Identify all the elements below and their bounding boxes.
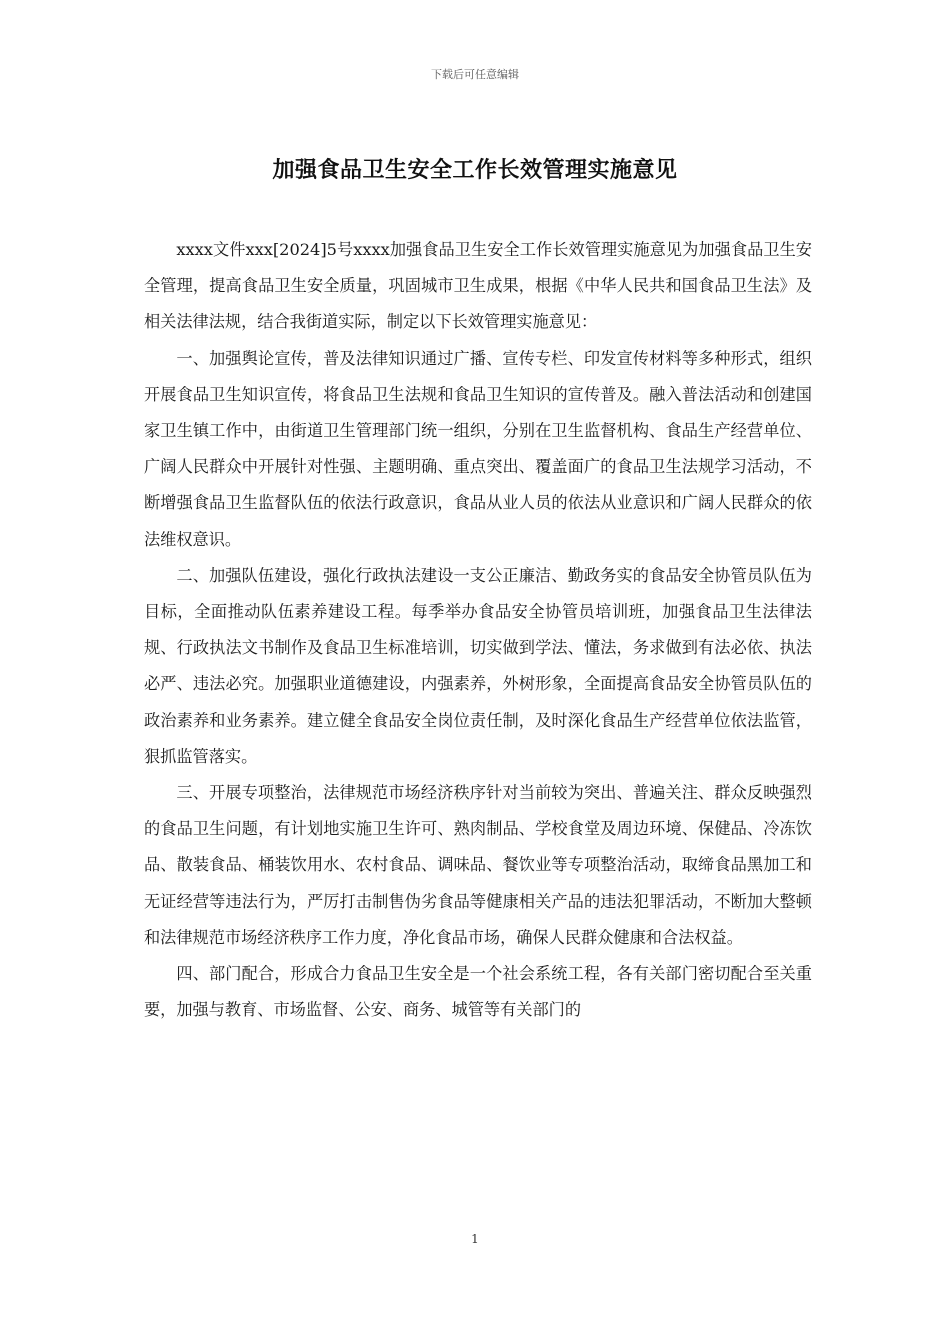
page-number: 1 [471, 1232, 479, 1246]
paragraph-section-4: 四、部门配合，形成合力食品卫生安全是一个社会系统工程，各有关部门密切配合至关重要，加强与教育、市场监督、公安、商务、城管等有关部门的 [144, 964, 812, 1020]
paragraph-section-3: 三、开展专项整治，法律规范市场经济秩序针对当前较为突出、普遍关注、群众反映强烈的食品卫生问题，有计划地实施卫生许可、熟肉制品、学校食堂及周边环境、保健品、冷冻饮品、散装食品、桶装饮用水、农村食品、调味品、餐饮业等专项整治活动，取缔食品黑加工和无证经营等违法行为，严厉打击制售伪劣食品等健康相关产品的违法犯罪活动，不断加大整顿和法律规范市场经济秩序工作力度，净化食品市场，确保人民群众健康和合法权益。 [144, 783, 812, 947]
paragraph-section-2: 二、加强队伍建设，强化行政执法建设一支公正廉洁、勤政务实的食品安全协管员队伍为目标，全面推动队伍素养建设工程。每季举办食品安全协管员培训班，加强食品卫生法律法规、行政执法文书制作及食品卫生标准培训，切实做到学法、懂法，务求做到有法必依、执法必严、违法必究。加强职业道德建设，内强素养，外树形象，全面提高食品安全协管员队伍的政治素养和业务素养。建立健全食品安全岗位责任制，及时深化食品生产经营单位依法监管，狠抓监管落实。 [144, 565, 812, 766]
document-body [144, 232, 812, 1028]
paragraph-section-1: 一、加强舆论宣传，普及法律知识通过广播、宣传专栏、印发宣传材料等多种形式，组织开展食品卫生知识宣传，将食品卫生法规和食品卫生知识的宣传普及。融入普法活动和创建国家卫生镇工作中，由街道卫生管理部门统一组织，分别在卫生监督机构、食品生产经营单位、广阔人民群众中开展针对性强、主题明确、重点突出、覆盖面广的食品卫生法规学习活动，不断增强食品卫生监督队伍的依法行政意识，食品从业人员的依法从业意识和广阔人民群众的依法维权意识。 [144, 348, 812, 549]
paragraph-intro: xxxx文件xxx[2024]5号xxxx加强食品卫生安全工作长效管理实施意见为加强食品卫生安全管理，提高食品卫生安全质量，巩固城市卫生成果，根据《中华人民共和国食品卫生法》及相关法律法规，结合我街道实际，制定以下长效管理实施意见： [144, 240, 812, 332]
document-title: 加强食品卫生安全工作长效管理实施意见 [272, 157, 678, 183]
page-header: 下载后可任意编辑 [431, 68, 519, 81]
